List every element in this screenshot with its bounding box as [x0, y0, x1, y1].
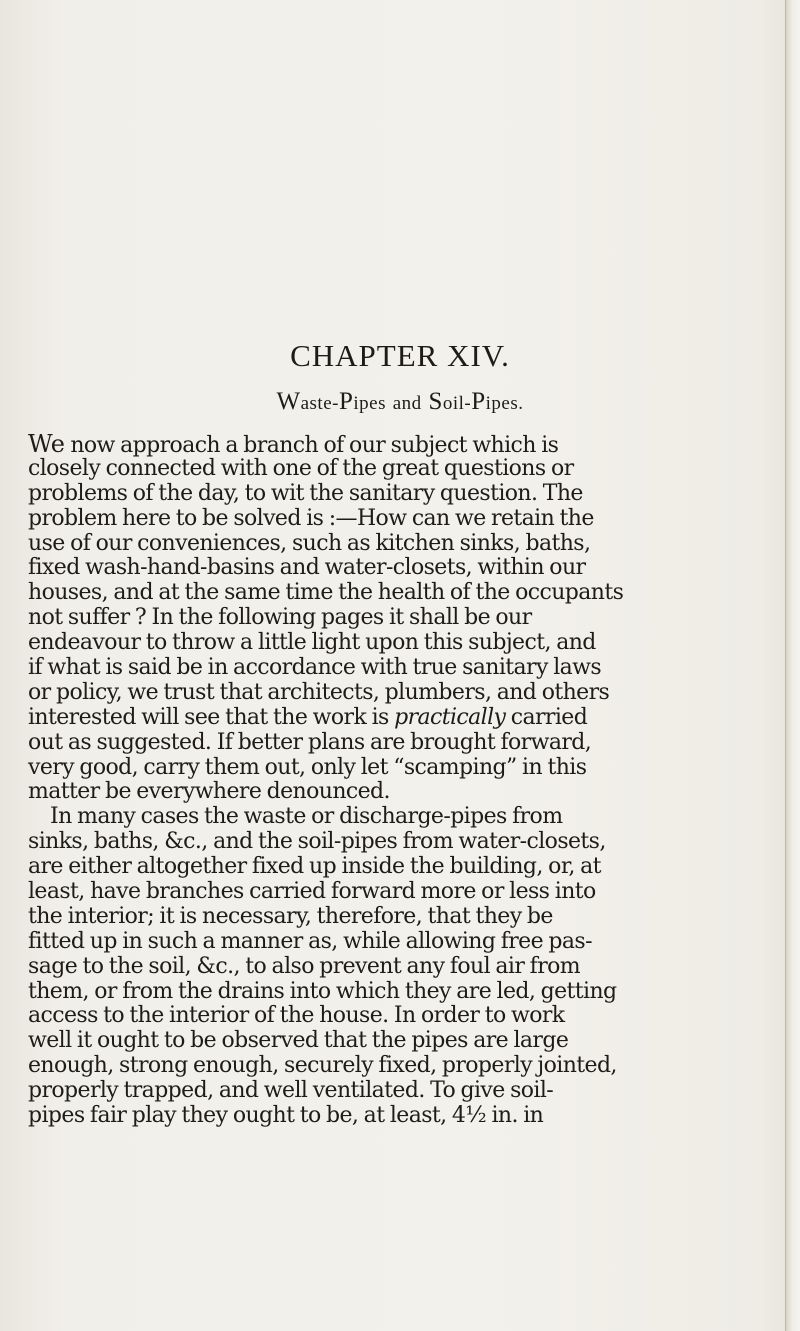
text-line: well it ought to be observed that the pipes are large [28, 1028, 569, 1054]
text-line: out as suggested. If better plans are brought forward, [28, 729, 592, 755]
text-line: matter be everywhere denounced. [28, 779, 390, 805]
text-line: very good, carry them out, only let “scamping” in this [28, 754, 587, 780]
text-line: sage to the soil, &c., to also prevent any foul air from [28, 953, 581, 979]
text-line [28, 706, 764, 731]
text-line: problem here to be solved is :—How can we retain the [28, 505, 594, 531]
title-initial-p2: P [471, 388, 486, 415]
chapter-title [0, 388, 800, 416]
text-line: use of our conveniences, such as kitchen sinks, baths, [28, 530, 591, 556]
text-line: properly trapped, and well ventilated. To give soil- [28, 1078, 554, 1104]
text-line: are either altogether fixed up inside the building, or, at [28, 854, 601, 880]
text-line-content: carried [505, 704, 588, 730]
paragraph-start-line: In many cases the waste or discharge-pipes from [50, 804, 563, 830]
text-line: enough, strong enough, securely fixed, properly jointed, [28, 1053, 617, 1079]
text-line: the interior; it is necessary, therefore, that they be [28, 903, 553, 929]
italic-emphasis: practically [394, 704, 506, 730]
body-text [28, 432, 764, 1129]
text-line: them, or from the drains into which they are led, getting [28, 978, 617, 1004]
text-line-content: interested will see that the work is [28, 704, 395, 730]
text-line: pipes fair play they ought to be, at least, 4½ in. in [28, 1103, 544, 1129]
text-line: if what is said be in accordance with true sanitary laws [28, 655, 602, 681]
title-initial-w: W [276, 388, 301, 415]
title-part-ipes: ipes [353, 393, 386, 414]
text-line-content: now approach a branch of our subject which is [64, 433, 559, 458]
text-line: houses, and at the same time the health of the occupants [28, 580, 624, 606]
text-line: problems of the day, to wit the sanitary question. The [28, 480, 583, 506]
lead-word: We [28, 430, 65, 458]
title-initial-s: S [428, 388, 443, 415]
page-edge [785, 0, 800, 1331]
text-line: sinks, baths, &c., and the soil-pipes from water-closets, [28, 829, 606, 855]
chapter-heading: CHAPTER XIV. [290, 338, 510, 373]
title-part-oil: oil- [442, 393, 472, 414]
text-line: or policy, we trust that architects, plumbers, and others [28, 679, 610, 705]
text-line: fitted up in such a manner as, while allowing free pas- [28, 928, 592, 954]
text-line: access to the interior of the house. In order to work [28, 1003, 565, 1029]
title-initial-p: P [338, 388, 354, 415]
title-part-aste: aste- [300, 393, 339, 414]
title-part-and: and [392, 393, 422, 414]
text-line: fixed wash-hand-basins and water-closets, within our [28, 555, 586, 581]
text-line: closely connected with one of the great questions or [28, 455, 574, 481]
text-line: endeavour to throw a little light upon this subject, and [28, 630, 596, 656]
text-line: not suffer ? In the following pages it shall be our [28, 605, 532, 631]
text-line: least, have branches carried forward more or less into [28, 879, 596, 905]
title-part-ipes-end: ipes. [485, 393, 524, 414]
text-line [28, 432, 764, 457]
